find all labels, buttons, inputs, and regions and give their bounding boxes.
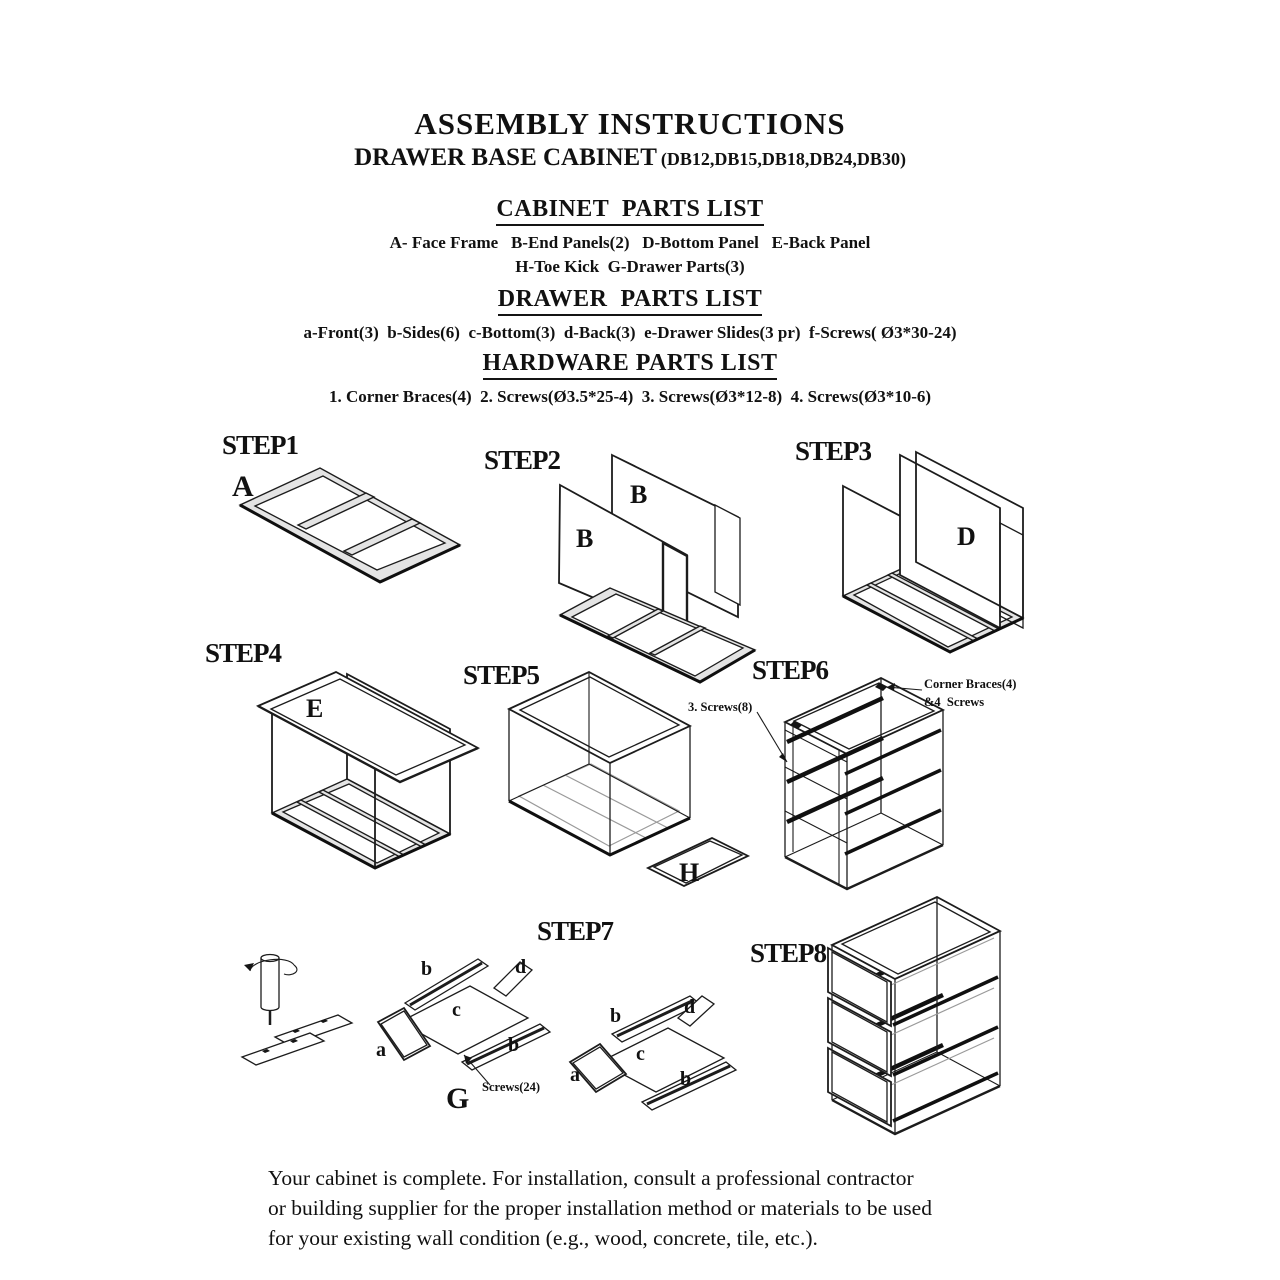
step3-diagram-bottom-panel [828,448,1043,666]
model-list: (DB12,DB15,DB18,DB24,DB30) [660,149,906,169]
step6-braces-screws-note: &4 Screws [924,695,985,709]
step4-diagram-back-panel [243,663,488,898]
part-label-b-right-top: b [610,1005,622,1027]
page-title: ASSEMBLY INSTRUCTIONS [414,106,846,141]
drawer-parts-heading: DRAWER PARTS LIST [0,286,1260,316]
hardware-parts-heading: HARDWARE PARTS LIST [0,350,1260,380]
step7-label: STEP7 [537,916,614,946]
cabinet-parts-heading: CABINET PARTS LIST [0,196,1260,226]
page-subtitle-row [0,144,1260,172]
step6-label: STEP6 [752,655,829,685]
part-label-D: D [957,522,976,551]
step1-label: STEP1 [222,430,299,460]
part-label-d-left: d [515,956,527,978]
cabinet-parts-line-1: A- Face Frame B-End Panels(2) D-Bottom Panel E-Back Panel [389,233,871,252]
hardware-parts-line-1: 1. Corner Braces(4) 2. Screws(Ø3.5*25-4) 3. Screws(Ø3*12-8) 4. Screws(Ø3*10-6) [328,387,932,406]
part-label-a-right: a [570,1064,580,1086]
step7-diagram-drawer-assembly [230,945,760,1130]
drawer-parts-line-1: a-Front(3) b-Sides(6) c-Bottom(3) d-Back(3) e-Drawer Slides(3 pr) f-Screws( Ø3*30-24) [303,323,957,342]
part-label-b-left-bottom: b [508,1034,520,1056]
step3-label: STEP3 [795,436,872,466]
step5-label: STEP5 [463,660,540,690]
part-label-B-back: B [630,480,648,509]
part-label-G: G [446,1082,470,1115]
drill-icon [242,955,352,1066]
step6-screws-note: 3. Screws(8) [688,700,753,714]
drawer-exploded-right [570,996,736,1110]
part-label-B-front: B [576,524,594,553]
step7-screws-note: Screws(24) [482,1080,541,1094]
step4-label: STEP4 [205,638,282,668]
step8-diagram-complete-cabinet [808,893,1023,1158]
page-subtitle: DRAWER BASE CABINET [354,144,657,171]
part-label-c-left: c [452,999,461,1021]
step1-diagram-face-frame [228,458,468,598]
part-label-A: A [232,470,254,503]
step6-corner-braces-note: Corner Braces(4) [924,677,1017,691]
footer-line-2: or building supplier for the proper installation method or materials to be used [268,1196,932,1220]
part-label-b-left-top: b [421,958,433,980]
step8-label: STEP8 [750,938,827,968]
step2-label: STEP2 [484,445,561,475]
footer-line-1: Your cabinet is complete. For installation, consult a professional contractor [268,1166,914,1190]
cabinet-parts-line-2: H-Toe Kick G-Drawer Parts(3) [515,257,745,276]
part-label-b-right-bottom: b [680,1068,692,1090]
footer-line-3: for your existing wall condition (e.g., wood, concrete, tile, etc.). [268,1226,818,1250]
part-label-d-right: d [684,996,696,1018]
part-label-H: H [679,858,700,887]
part-label-a-left: a [376,1039,386,1061]
part-label-c-right: c [636,1043,645,1065]
part-label-E: E [306,694,324,723]
